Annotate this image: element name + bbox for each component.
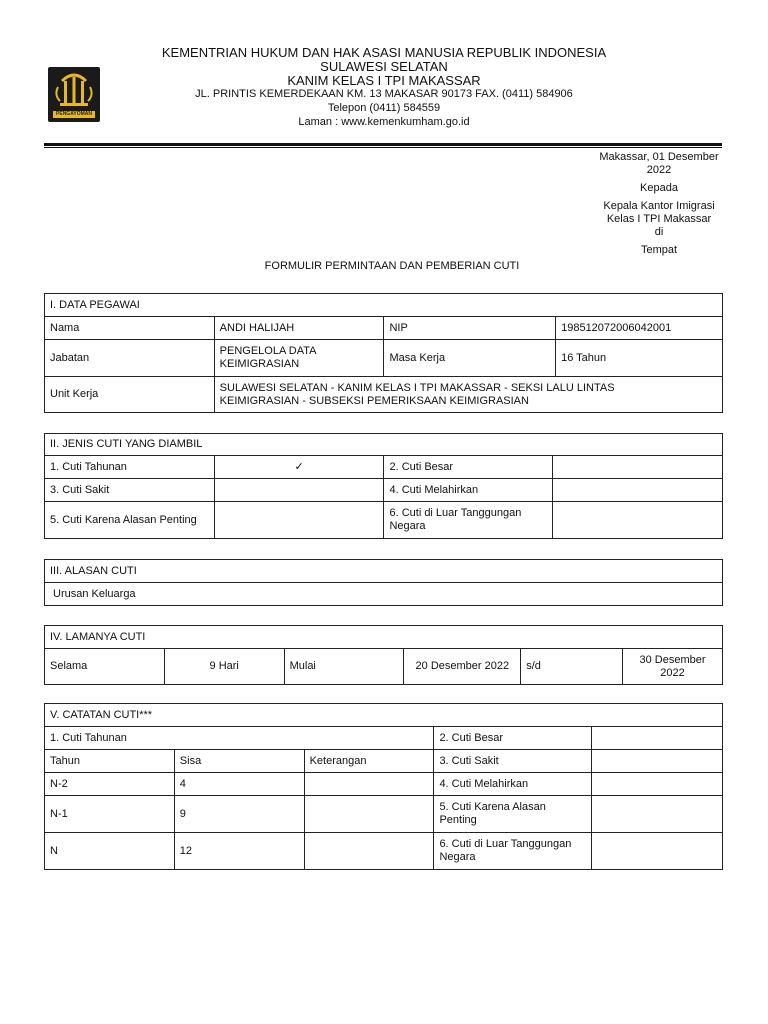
- leave-note-label: 4. Cuti Melahirkan: [434, 773, 592, 796]
- recipient-line: Kepala Kantor Imigrasi: [603, 200, 715, 212]
- region-name: SULAWESI SELATAN: [320, 59, 448, 74]
- leave-option-checkbox[interactable]: [553, 502, 723, 539]
- work-period: 16 Tahun: [556, 340, 723, 377]
- field-label: Mulai: [284, 649, 404, 685]
- column-header: Tahun: [45, 750, 175, 773]
- section-title: III. ALASAN CUTI: [45, 560, 723, 583]
- leave-option-label: 1. Cuti Tahunan: [45, 456, 215, 479]
- leave-note-label: 2. Cuti Besar: [434, 727, 592, 750]
- ministry-name: KEMENTRIAN HUKUM DAN HAK ASASI MANUSIA REPUBLIK INDONESIA: [161, 45, 607, 60]
- header-rule-thin: [44, 147, 722, 148]
- leave-note-value: [592, 796, 723, 833]
- header-rule-thick: [44, 143, 722, 146]
- field-label: Jabatan: [45, 340, 215, 377]
- table-row-remaining: 9: [174, 796, 304, 833]
- leave-option-checkbox[interactable]: [214, 502, 384, 539]
- leave-note-label: 5. Cuti Karena Alasan Penting: [434, 796, 592, 833]
- leave-option-label: 6. Cuti di Luar Tanggungan Negara: [384, 502, 553, 539]
- field-label: s/d: [521, 649, 623, 685]
- form-title: FORMULIR PERMINTAAN DAN PEMBERIAN CUTI: [264, 260, 520, 272]
- table-row-remaining: 12: [174, 833, 304, 870]
- leave-option-label: 3. Cuti Sakit: [45, 479, 215, 502]
- leave-type-table: [44, 433, 723, 539]
- leave-option-label: 2. Cuti Besar: [384, 456, 553, 479]
- table-row-year: N-1: [45, 796, 175, 833]
- leave-note-label: 6. Cuti di Luar Tanggungan Negara: [434, 833, 592, 870]
- table-row-note: [304, 833, 434, 870]
- place-date: Makassar, 01 Desember: [599, 151, 719, 163]
- leave-reason: Urusan Keluarga: [45, 583, 723, 606]
- start-date: 20 Desember 2022: [404, 649, 521, 685]
- leave-option-checkbox[interactable]: [214, 479, 384, 502]
- table-row-note: [304, 796, 434, 833]
- section-title: II. JENIS CUTI YANG DIAMBIL: [45, 434, 723, 456]
- leave-reason-table: [44, 559, 723, 606]
- leave-note-value: [592, 773, 723, 796]
- recipient-line: Tempat: [640, 244, 678, 256]
- leave-note-label: 3. Cuti Sakit: [434, 750, 592, 773]
- table-row-year: N: [45, 833, 175, 870]
- field-label: Selama: [45, 649, 165, 685]
- end-date: 30 Desember 2022: [623, 649, 723, 685]
- leave-note-value: [592, 727, 723, 750]
- section-title: V. CATATAN CUTI***: [45, 704, 723, 727]
- recipient-line: Kelas I TPI Makassar: [606, 213, 712, 225]
- table-row-remaining: 4: [174, 773, 304, 796]
- employee-name: ANDI HALIJAH: [214, 317, 384, 340]
- field-label: Masa Kerja: [384, 340, 556, 377]
- field-label: Unit Kerja: [45, 377, 215, 413]
- leave-notes-table: [44, 703, 723, 870]
- leave-option-label: 5. Cuti Karena Alasan Penting: [45, 502, 215, 539]
- office-website: Laman : www.kemenkumham.go.id: [298, 116, 470, 128]
- table-row-year: N-2: [45, 773, 175, 796]
- leave-option-checkbox[interactable]: [553, 479, 723, 502]
- leave-note-value: [592, 750, 723, 773]
- letter-address-block: [588, 151, 730, 257]
- section-title: I. DATA PEGAWAI: [45, 294, 723, 317]
- leave-option-label: 4. Cuti Melahirkan: [384, 479, 553, 502]
- to-label: Kepada: [640, 182, 678, 194]
- logo-caption: PENGAYOMAN: [53, 111, 95, 118]
- leave-days: 9 Hari: [164, 649, 284, 685]
- table-row-note: [304, 773, 434, 796]
- field-label: NIP: [384, 317, 556, 340]
- employee-nip: 198512072006042001: [556, 317, 723, 340]
- leave-note-value: [592, 833, 723, 870]
- annual-leave-label: 1. Cuti Tahunan: [45, 727, 434, 750]
- office-address: JL. PRINTIS KEMERDEKAAN KM. 13 MAKASAR 90173 FAX. (0411) 584906: [195, 88, 573, 100]
- column-header: Keterangan: [304, 750, 434, 773]
- section-title: IV. LAMANYA CUTI: [45, 626, 723, 649]
- recipient-line: di: [654, 226, 664, 238]
- work-unit: SULAWESI SELATAN - KANIM KELAS I TPI MAKASSAR - SEKSI LALU LINTAS KEIMIGRASIAN - SUBSEKSI PEMERIKSAAN KEIMIGRASIAN: [214, 377, 722, 413]
- employee-data-table: [44, 293, 723, 413]
- office-phone: Telepon (0411) 584559: [327, 102, 441, 114]
- office-name: KANIM KELAS I TPI MAKASSAR: [287, 73, 481, 88]
- employee-position: PENGELOLA DATA KEIMIGRASIAN: [214, 340, 384, 377]
- leave-duration-table: [44, 625, 723, 685]
- place-date-year: 2022: [646, 164, 672, 176]
- leave-option-checkbox[interactable]: ✓: [214, 456, 384, 479]
- field-label: Nama: [45, 317, 215, 340]
- column-header: Sisa: [174, 750, 304, 773]
- leave-option-checkbox[interactable]: [553, 456, 723, 479]
